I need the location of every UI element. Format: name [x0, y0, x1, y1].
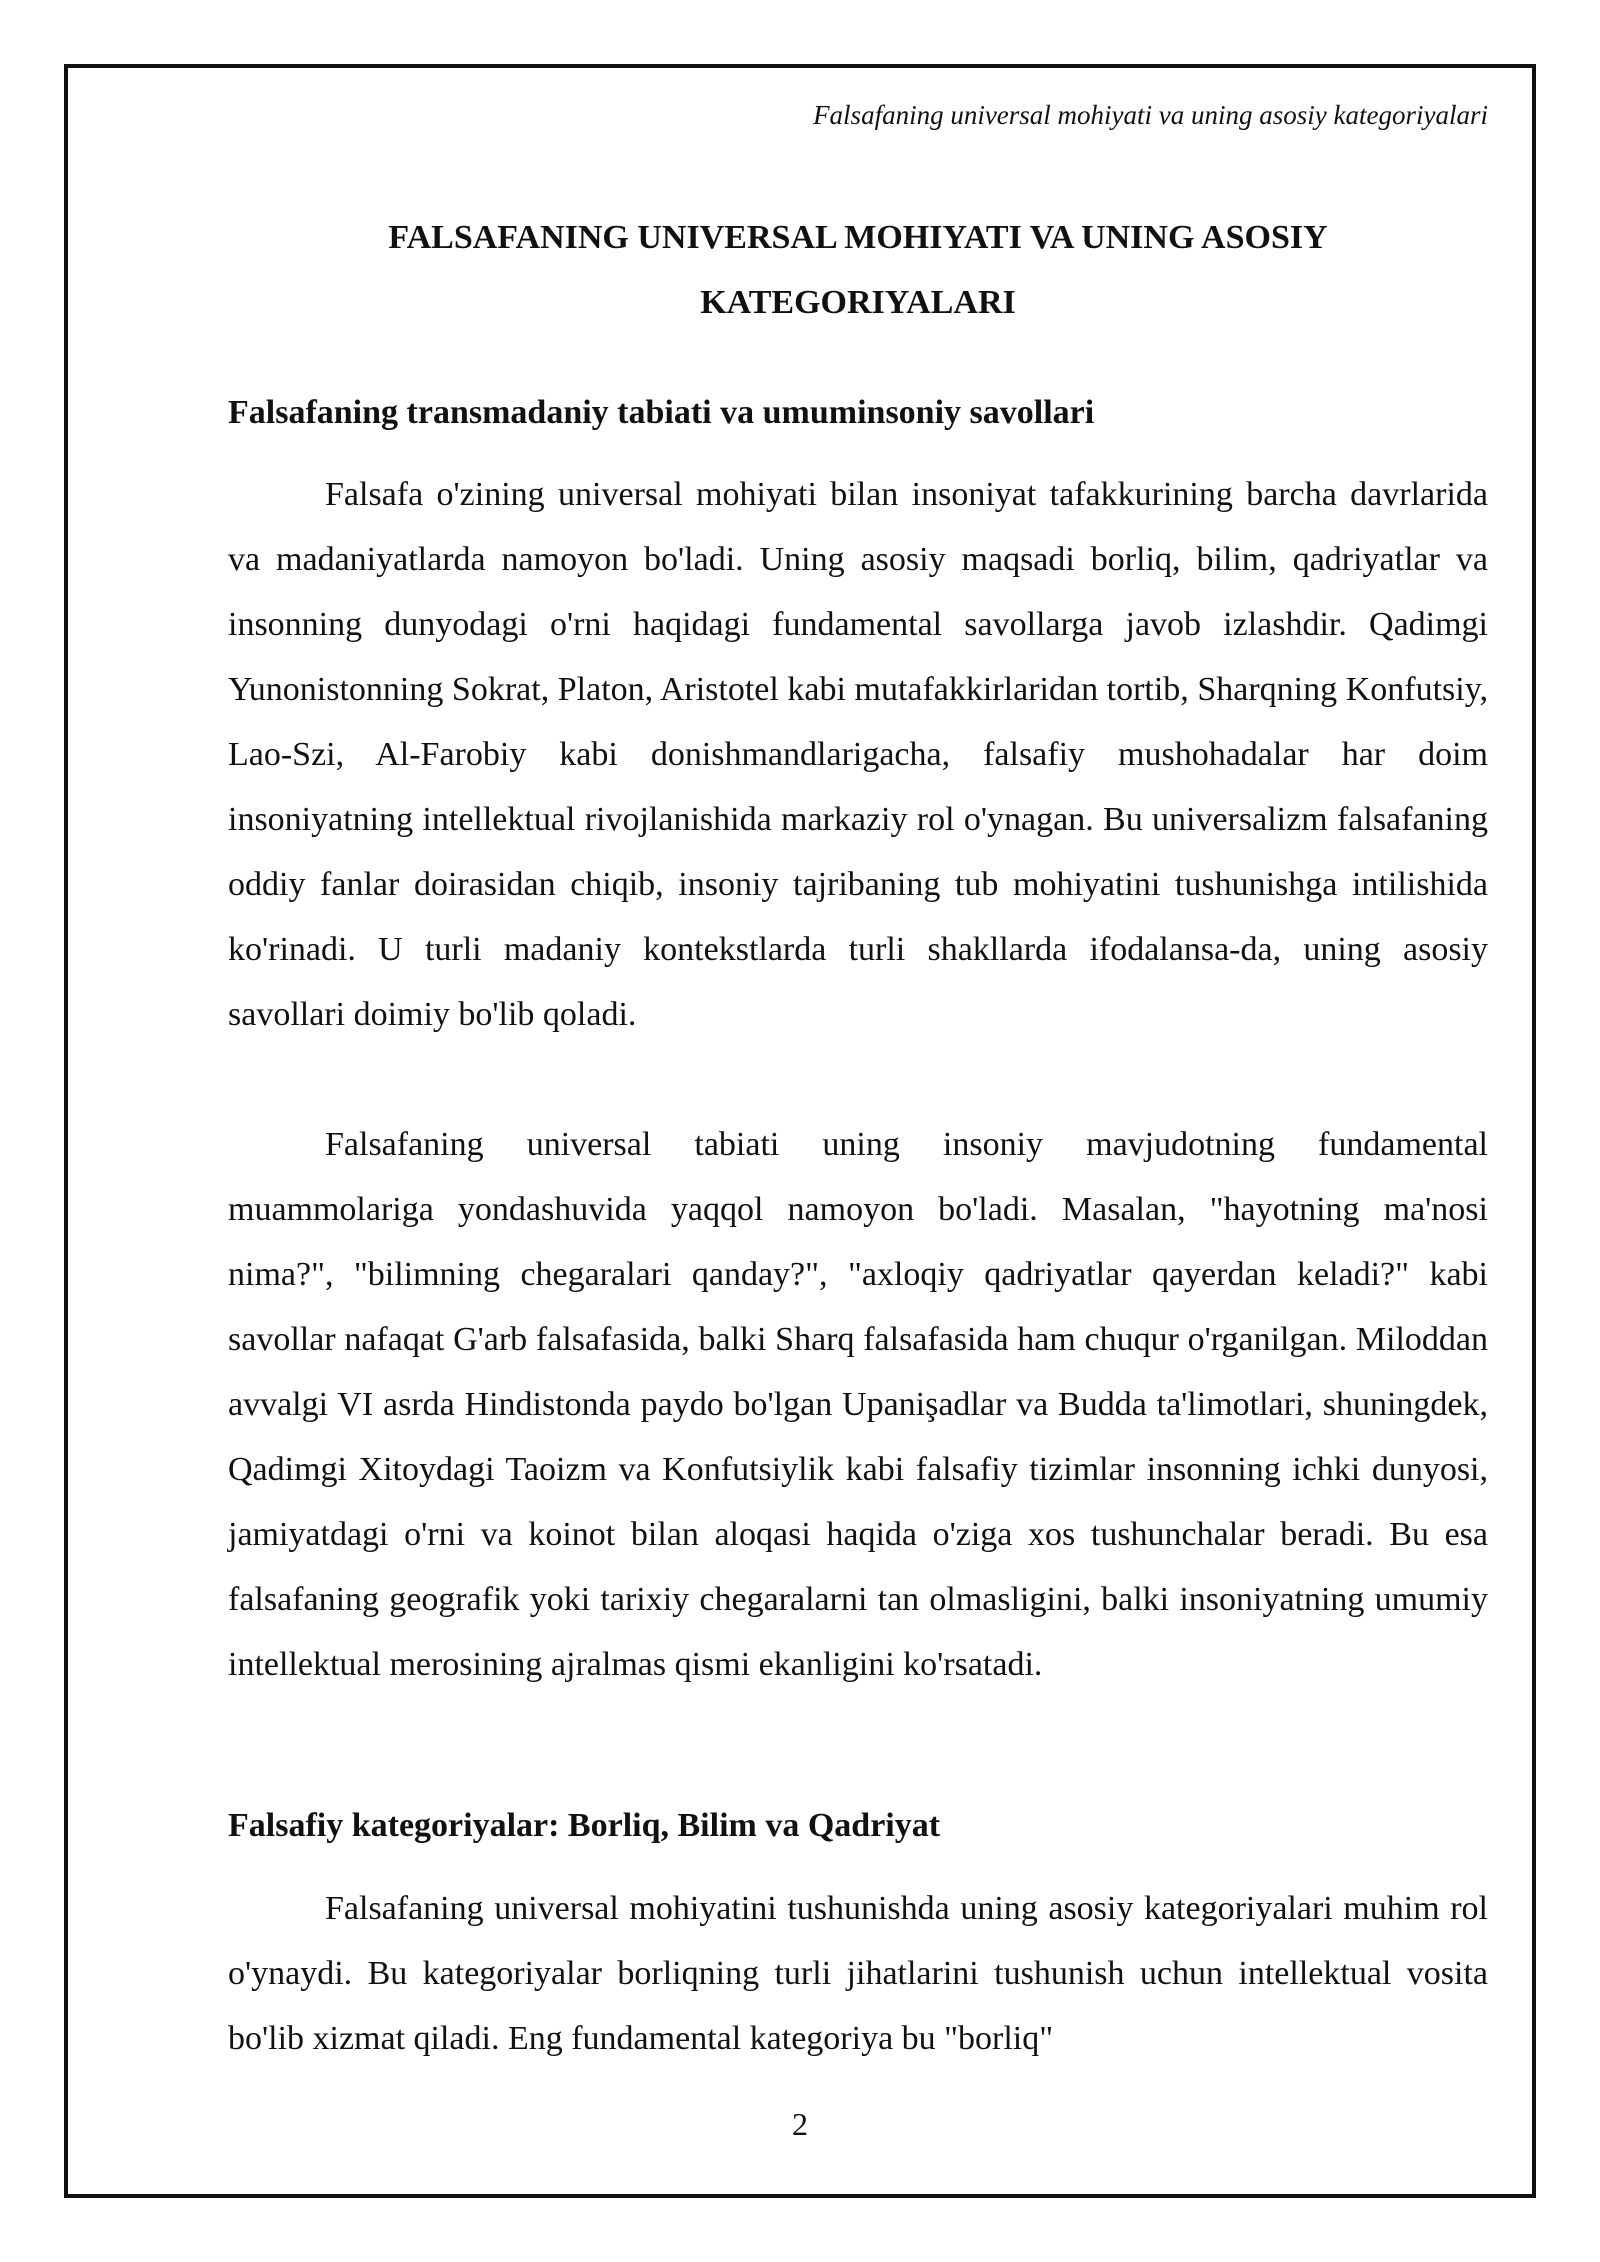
document-title: FALSAFANING UNIVERSAL MOHIYATI VA UNING ASOSIY KATEGORIYALARI	[388, 219, 1328, 321]
section-2-paragraph-1: Falsafaning universal mohiyatini tushunishda uning asosiy kategoriyalari muhim rol o'ynaydi. Bu kategoriyalar borliqning turli jihatlarini tushunish uchun intellektual vosita bo'lib xizmat qiladi. Eng fundamental kategoriya bu "borliq"	[228, 1890, 1488, 2057]
section-1-paragraph-2: Falsafaning universal tabiati uning insoniy mavjudotning fundamental muammolariga yondashuvida yaqqol namoyon bo'ladi. Masalan, "hayotning ma'nosi nima?", "bilimning chegaralari qanday?", "axloqiy qadriyatlar qayerdan keladi?" kabi savollar nafaqat G'arb falsafasida, balki Sharq falsafasida ham chuqur o'rganilgan. Miloddan avvalgi VI asrda Hindistonda paydo bo'lgan Upanişadlar va Budda ta'limotlari, shuningdek, Qadimgi Xitoydagi Taoizm va Konfutsiylik kabi falsafiy tizimlar insonning ichki dunyosi, jamiyatdagi o'rni va koinot bilan aloqasi haqida o'ziga xos tushunchalar beradi. Bu esa falsafaning geografik yoki tarixiy chegaralarni tan olmasligini, balki insoniyatning umumiy intellektual merosining ajralmas qismi ekanligini ko'rsatadi.	[228, 1126, 1488, 1683]
section-1-paragraph-1: Falsafa o'zining universal mohiyati bilan insoniyat tafakkurining barcha davrlarida va madaniyatlarda namoyon bo'ladi. Uning asosiy maqsadi borliq, bilim, qadriyatlar va insonning dunyodagi o'rni haqidagi fundamental savollarga javob izlashdir. Qadimgi Yunonistonning Sokrat, Platon, Aristotel kabi mutafakkirlaridan tortib, Sharqning Konfutsiy, Lao-Szi, Al-Farobiy kabi donishmandlarigacha, falsafiy mushohadalar har doim insoniyatning intellektual rivojlanishida markaziy rol o'ynagan. Bu universalizm falsafaning oddiy fanlar doirasidan chiqib, insoniy tajribaning tub mohiyatini tushunishga intilishida ko'rinadi. U turli madaniy kontekstlarda turli shakllarda ifodalansa-da, uning asosiy savollari doimiy bo'lib qoladi.	[228, 476, 1488, 1033]
section-heading-1: Falsafaning transmadaniy tabiati va umuminsoniy savollari	[228, 394, 1095, 431]
section-heading-2: Falsafiy kategoriyalar: Borliq, Bilim va Qadriyat	[228, 1807, 941, 1844]
running-header: Falsafaning universal mohiyati va uning asosiy kategoriyalari	[813, 100, 1488, 130]
page-number: 2	[792, 2106, 808, 2142]
